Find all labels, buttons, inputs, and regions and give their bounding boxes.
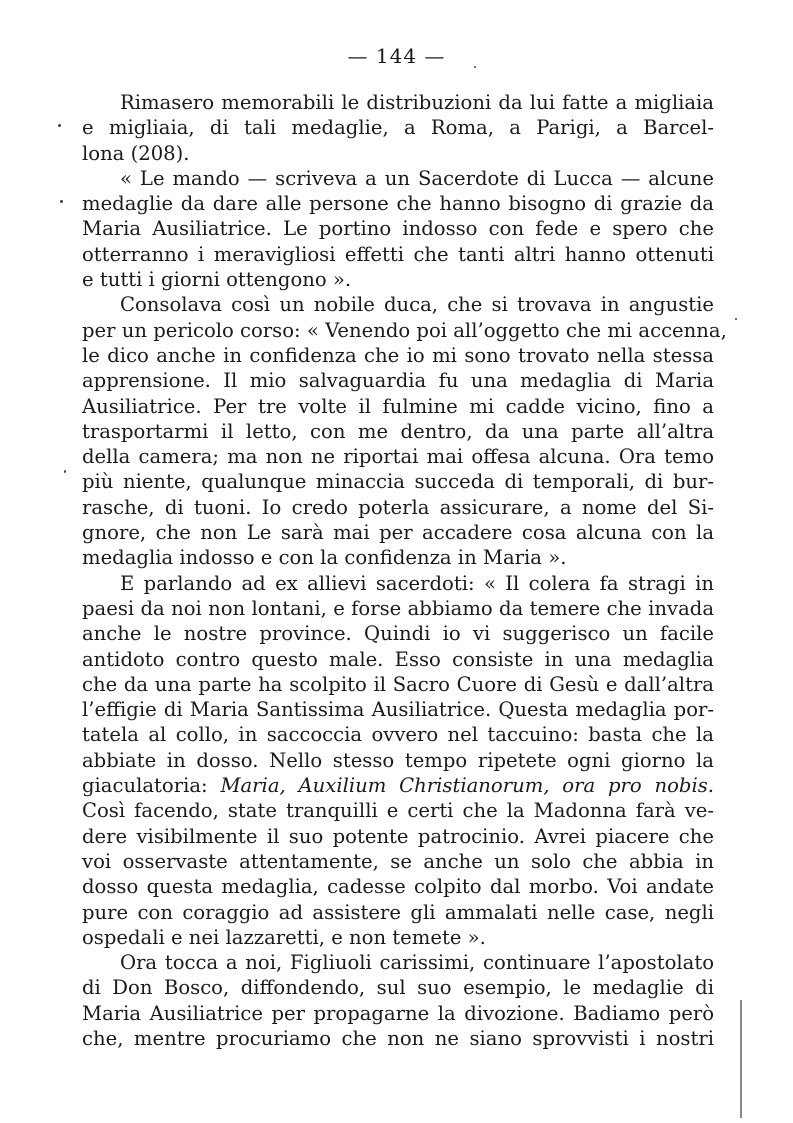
text-line: [82, 748, 714, 773]
text-line-content: voi osservaste attentamente, se anche un solo che abbia in: [82, 849, 714, 873]
text-line-content: E parlando ad ex allievi sacerdoti: « Il colera fa stragi in: [120, 571, 714, 595]
text-line-content: tatela al collo, in saccoccia ovvero nel taccuino: basta che la: [82, 723, 714, 747]
text-line-content: l’effigie di Maria Santissima Ausiliatrice. Questa medaglia por-: [82, 698, 714, 722]
text-line-content: Consolava così un nobile duca, che si trovava in angustie: [120, 293, 714, 317]
text-line: [82, 672, 714, 697]
text-line: [82, 900, 714, 925]
text-line: [82, 368, 714, 393]
text-line-content: paesi da noi non lontani, e forse abbiamo da temere che invada: [82, 596, 714, 620]
text-line-content: di Don Bosco, diffondendo, sul suo esempio, le medaglie di: [82, 976, 714, 1000]
body-text: [82, 90, 727, 1051]
text-line: [82, 292, 714, 317]
text-line: [82, 419, 714, 444]
text-line-content: Ora tocca a noi, Figliuoli carissimi, continuare l’apostolato: [120, 951, 714, 975]
text-line: [82, 469, 714, 494]
text-line-content: dere visibilmente il suo potente patrocinio. Avrei piacere che: [82, 824, 714, 848]
text-line: [82, 520, 714, 545]
scan-speck: [474, 66, 476, 68]
text-line: [82, 621, 714, 646]
text-line-content: lona (208).: [82, 141, 190, 165]
text-line: [82, 166, 714, 191]
text-line: [82, 596, 714, 621]
text-line: [82, 394, 714, 419]
text-line-content: Così facendo, state tranquilli e certi che la Madonna farà ve-: [82, 799, 714, 823]
text-line-content: che da una parte ha scolpito il Sacro Cuore di Gesù e dall’altra: [82, 672, 714, 696]
page-number: — 144 —: [347, 44, 446, 68]
text-line-content: antidoto contro questo male. Esso consiste in una medaglia: [82, 647, 714, 671]
text-line-content: trasportarmi il letto, con me dentro, da una parte all’altra: [82, 419, 714, 443]
text-line: [82, 647, 714, 672]
text-line: [82, 191, 714, 216]
scan-speck: [64, 470, 66, 473]
text-line: [82, 115, 714, 140]
text-line-content: anche le nostre province. Quindi io vi suggerisco un facile: [82, 622, 714, 646]
text-line-content: e tutti i giorni ottengono ».: [82, 268, 352, 292]
text-line: [82, 950, 714, 975]
text-line-content: della camera; ma non ne riportai mai offesa alcuna. Ora temo: [82, 445, 714, 469]
text-line: [82, 141, 714, 166]
text-line: [82, 444, 714, 469]
text-line-content: « Le mando — scriveva a un Sacerdote di Lucca — alcune: [120, 166, 714, 190]
text-line: [82, 571, 714, 596]
text-line-content: otterranno i meravigliosi effetti che tanti altri hanno ottenuti: [82, 242, 714, 266]
text-line: [82, 216, 714, 241]
scan-speck: [58, 124, 61, 127]
text-line: [82, 773, 714, 798]
text-line: [82, 318, 727, 343]
text-line: [82, 242, 714, 267]
scan-speck: [60, 200, 63, 203]
text-line-content: gnore, che non Le sarà mai per accadere cosa alcuna con la: [82, 521, 714, 545]
text-line-content: abbiate in dosso. Nello stesso tempo ripetete ogni giorno la: [82, 748, 714, 772]
text-line-content: Maria Ausiliatrice per propagarne la divozione. Badiamo però: [82, 1001, 714, 1025]
scan-speck: [735, 318, 737, 320]
text-line: [82, 798, 714, 823]
text-line: [82, 1001, 714, 1026]
text-line-content: rasche, di tuoni. Io credo poterla assicurare, a nome del Si-: [82, 495, 714, 519]
text-line-content: medaglie da dare alle persone che hanno bisogno di grazie da: [82, 192, 714, 216]
text-line-content: che, mentre procuriamo che non ne siano sprovvisti i nostri: [82, 1026, 714, 1050]
text-line-content: ospedali e nei lazzaretti, e non temete ».: [82, 925, 486, 949]
text-line-content: medaglia indosso e con la confidenza in Maria ».: [82, 546, 567, 570]
text-line: [82, 495, 714, 520]
text-line: [82, 697, 714, 722]
text-line-content: pure con coraggio ad assistere gli ammalati nelle case, negli: [82, 900, 714, 924]
text-line-content: Maria Ausiliatrice. Le portino indosso con fede e spero che: [82, 217, 714, 241]
italic-prayer: Maria, Auxilium Christianorum, ora pro nobis.: [220, 774, 714, 798]
text-line: [82, 1026, 714, 1051]
scan-edge-mark: [740, 1000, 742, 1118]
text-line-content: giaculatoria:: [82, 774, 221, 798]
text-line-content: le dico anche in confidenza che io mi sono trovato nella stessa: [82, 343, 714, 367]
text-line-content: dosso questa medaglia, cadesse colpito dal morbo. Voi andate: [82, 875, 714, 899]
text-line: [82, 90, 714, 115]
text-line: [82, 925, 714, 950]
text-line-content: apprensione. Il mio salvaguardia fu una medaglia di Maria: [82, 369, 714, 393]
text-line-content: per un pericolo corso: « Venendo poi all’oggetto che mi accenna,: [82, 318, 727, 342]
text-line: [82, 545, 714, 570]
text-line: [82, 343, 714, 368]
text-line-content: Rimasero memorabili le distribuzioni da lui fatte a migliaia: [120, 91, 714, 114]
text-line-content: Ausiliatrice. Per tre volte il fulmine mi cadde vicino, fino a: [82, 394, 714, 418]
text-line: [82, 824, 714, 849]
text-line: [82, 722, 714, 747]
text-line: [82, 267, 714, 292]
text-line: [82, 849, 714, 874]
text-line-content: più niente, qualunque minaccia succeda di temporali, di bur-: [82, 470, 714, 494]
text-line: [82, 975, 714, 1000]
text-line: [82, 874, 714, 899]
text-line-content: e migliaia, di tali medaglie, a Roma, a Parigi, a Barcel-: [82, 116, 714, 140]
